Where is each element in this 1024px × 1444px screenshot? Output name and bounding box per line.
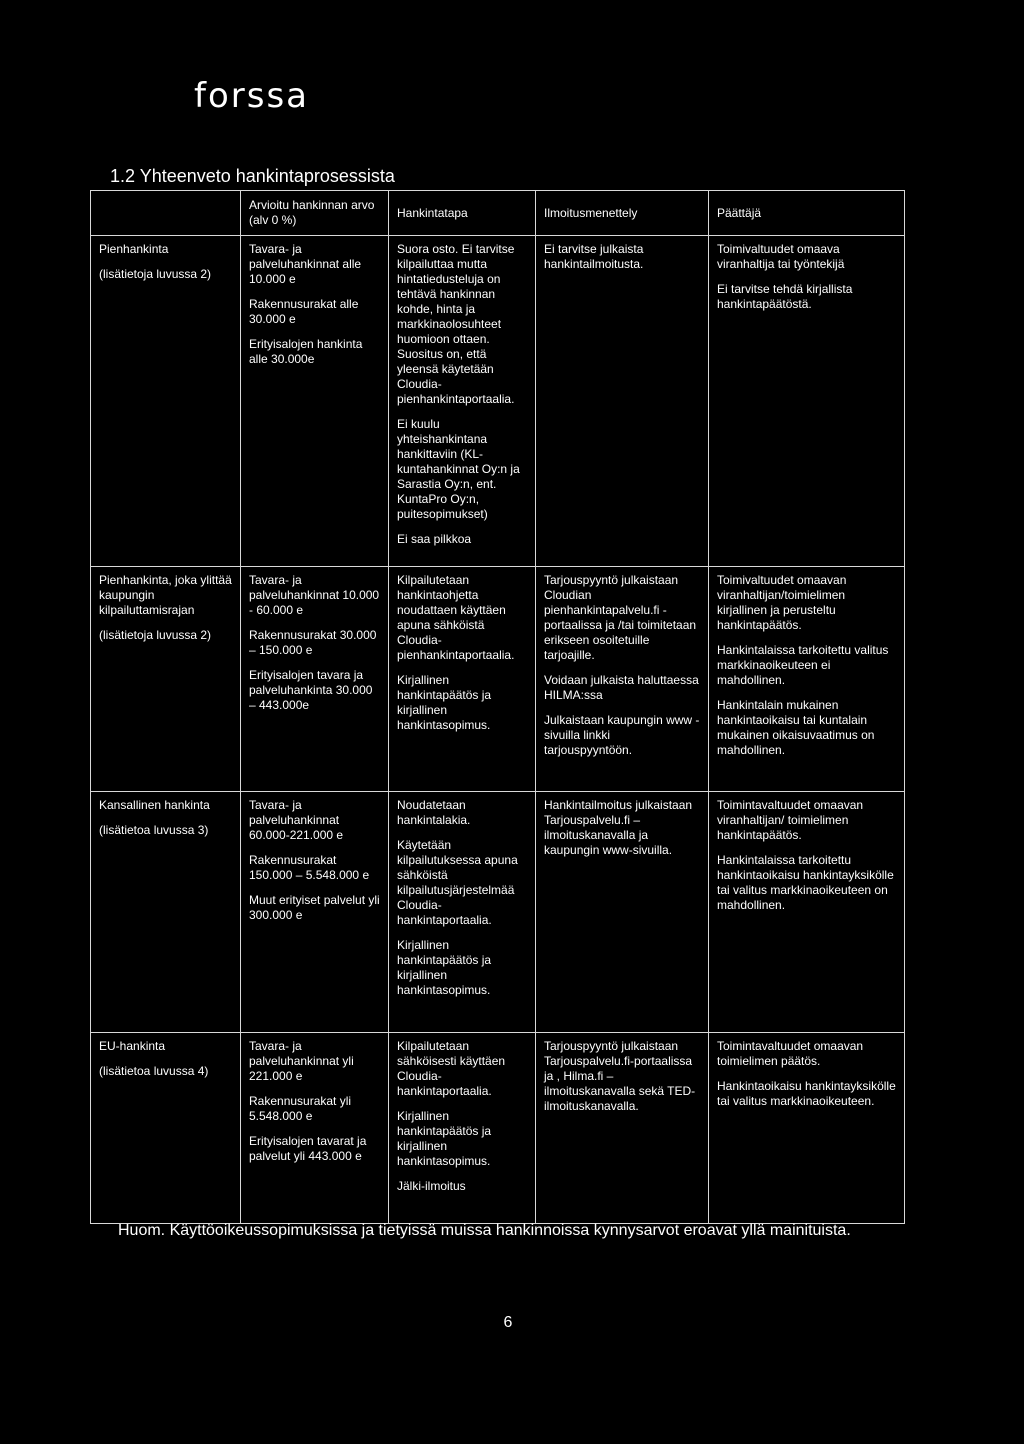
table-cell-decision-maker: [709, 1033, 905, 1224]
cell-paragraph: Toimivaltuudet omaavan viranhaltijan/toimielimen kirjallinen ja perusteltu hankintapäätös.: [717, 573, 847, 632]
procurement-process-table: [90, 190, 905, 1224]
cell-paragraph: (lisätietoa luvussa 4): [99, 1064, 209, 1078]
cell-paragraph: Kilpailutetaan hankintaohjetta noudattaen käyttäen apuna sähköistä Cloudia-pienhankintaportaalia.: [397, 573, 515, 662]
column-header-decision-maker: Päättäjä: [709, 191, 905, 236]
table-cell-value: [241, 792, 389, 1033]
cell-paragraph: Tavara- ja palveluhankinnat 10.000 - 60.000 e: [249, 573, 380, 617]
cell-paragraph: (lisätietoja luvussa 2): [99, 267, 212, 281]
table-cell-notification: [536, 792, 709, 1033]
cell-paragraph: Kilpailutetaan sähköisesti käyttäen Cloudia-hankintaportaalia.: [397, 1039, 506, 1098]
page-number: 6: [503, 1314, 513, 1331]
cell-paragraph: Tavara- ja palveluhankinnat yli 221.000 e: [249, 1039, 354, 1083]
cell-paragraph: Erityisalojen tavarat ja palvelut yli 443.000 e: [249, 1134, 367, 1163]
table-cell-category: [91, 1033, 241, 1224]
forssa-logo: forssa: [194, 76, 310, 116]
cell-paragraph: Käytetään kilpailutuksessa apuna sähköistä kilpailutusjärjestelmää Cloudia-hankintaportaalia.: [397, 838, 518, 927]
cell-paragraph: Ei tarvitse julkaista hankintailmoitusta.: [544, 242, 644, 271]
cell-paragraph: Rakennusurakat alle 30.000 e: [249, 297, 359, 326]
cell-paragraph: Hankintailmoitus julkaistaan Tarjouspalvelu.fi – ilmoituskanavalla ja kaupungin www-sivuilla.: [544, 798, 693, 857]
cell-paragraph: Kirjallinen hankintapäätös ja kirjallinen hankintasopimus.: [397, 938, 492, 997]
cell-paragraph: Voidaan julkaista haluttaessa HILMA:ssa: [544, 673, 699, 702]
cell-paragraph: Erityisalojen hankinta alle 30.000e: [249, 337, 363, 366]
column-header-estimated-value: Arvioitu hankinnan arvo (alv 0 %): [241, 191, 389, 236]
cell-paragraph: Pienhankinta, joka ylittää kaupungin kilpailuttamisrajan: [99, 573, 232, 617]
table-row: [91, 1033, 905, 1224]
table-header-row: [91, 191, 905, 236]
cell-paragraph: Rakennusurakat 30.000 – 150.000 e: [249, 628, 377, 657]
table-cell-decision-maker: [709, 567, 905, 792]
table-cell-notification: [536, 1033, 709, 1224]
table-cell-decision-maker: [709, 236, 905, 567]
cell-paragraph: Toimintavaltuudet omaavan viranhaltijan/ toimielimen hankintapäätös.: [717, 798, 864, 842]
column-header-notification-procedure: Ilmoitusmenettely: [536, 191, 709, 236]
cell-paragraph: Hankintalaissa tarkoitettu hankintaoikaisu hankintayksikölle tai valitus markkinaoikeuteen on mahdollinen.: [717, 853, 894, 912]
footnote: Huom. Käyttöoikeussopimuksissa ja tietyissä muissa hankinnoissa kynnysarvot eroavat yllä mainituista.: [118, 1222, 851, 1239]
table-row: [91, 792, 905, 1033]
cell-paragraph: Tarjouspyyntö julkaistaan Cloudian pienhankintapalvelu.fi - portaalissa ja /tai toimitetaan erikseen osoitetuille tarjoajille.: [544, 573, 697, 662]
cell-paragraph: (lisätietoja luvussa 2): [99, 628, 212, 642]
cell-paragraph: Tavara- ja palveluhankinnat alle 10.000 e: [249, 242, 362, 286]
table-cell-method: [389, 567, 536, 792]
section-title: 1.2 Yhteenveto hankintaprosessista: [110, 166, 395, 186]
column-header-procurement-method: Hankintatapa: [389, 191, 536, 236]
cell-paragraph: Pienhankinta: [99, 242, 169, 256]
cell-paragraph: Kirjallinen hankintapäätös ja kirjallinen hankintasopimus.: [397, 1109, 492, 1168]
cell-paragraph: Toimintavaltuudet omaavan toimielimen päätös.: [717, 1039, 864, 1068]
table-cell-value: [241, 1033, 389, 1224]
cell-paragraph: EU-hankinta: [99, 1039, 166, 1053]
table-cell-notification: [536, 236, 709, 567]
cell-paragraph: Ei tarvitse tehdä kirjallista hankintapäätöstä.: [717, 282, 853, 311]
cell-paragraph: Julkaistaan kaupungin www -sivuilla linkki tarjouspyyntöön.: [544, 713, 700, 757]
table-cell-notification: [536, 567, 709, 792]
table-cell-category: [91, 567, 241, 792]
cell-paragraph: Ei kuulu yhteishankintana hankittaviin (KL-kuntahankinnat Oy:n ja Sarastia Oy:n, ent. KuntaPro Oy:n, puitesopimukset): [397, 417, 520, 521]
cell-paragraph: Tarjouspyyntö julkaistaan Tarjouspalvelu.fi-portaalissa ja , Hilma.fi –ilmoituskanavalla sekä TED-ilmoituskanavalla.: [544, 1039, 696, 1113]
cell-paragraph: Rakennusurakat yli 5.548.000 e: [249, 1094, 352, 1123]
cell-paragraph: Jälki-ilmoitus: [397, 1179, 466, 1193]
cell-paragraph: Suora osto. Ei tarvitse kilpailuttaa mutta hintatiedusteluja on tehtävä hankinnan kohde, hinta ja markkinaolosuhteet huomioon ottaen. Suositus on, että yleensä käytetään Cloudia- pienhankintaportaalia.: [397, 242, 515, 406]
table-cell-category: [91, 236, 241, 567]
cell-paragraph: Ei saa pilkkoa: [397, 532, 472, 546]
table-cell-decision-maker: [709, 792, 905, 1033]
cell-paragraph: Noudatetaan hankintalakia.: [397, 798, 471, 827]
cell-paragraph: Muut erityiset palvelut yli 300.000 e: [249, 893, 380, 922]
cell-paragraph: (lisätietoa luvussa 3): [99, 823, 209, 837]
table-row: [91, 236, 905, 567]
cell-paragraph: Kansallinen hankinta: [99, 798, 210, 812]
cell-paragraph: Hankintalaissa tarkoitettu valitus markkinaoikeuteen ei mahdollinen.: [717, 643, 889, 687]
table-cell-value: [241, 236, 389, 567]
table-cell-value: [241, 567, 389, 792]
cell-paragraph: Toimivaltuudet omaava viranhaltija tai työntekijä: [717, 242, 845, 271]
column-header-category: [91, 191, 241, 236]
table-row: [91, 567, 905, 792]
cell-paragraph: Erityisalojen tavara ja palveluhankinta 30.000 – 443.000e: [249, 668, 373, 712]
table-cell-method: [389, 236, 536, 567]
cell-paragraph: Tavara- ja palveluhankinnat 60.000-221.000 e: [249, 798, 344, 842]
cell-paragraph: Rakennusurakat 150.000 – 5.548.000 e: [249, 853, 370, 882]
cell-paragraph: Hankintaoikaisu hankintayksikölle tai valitus markkinaoikeuteen.: [717, 1079, 896, 1108]
cell-paragraph: Kirjallinen hankintapäätös ja kirjallinen hankintasopimus.: [397, 673, 492, 732]
table-cell-method: [389, 1033, 536, 1224]
cell-paragraph: Hankintalain mukainen hankintaoikaisu tai kuntalain mukainen oikaisuvaatimus on mahdollinen.: [717, 698, 875, 757]
table-cell-category: [91, 792, 241, 1033]
table-cell-method: [389, 792, 536, 1033]
